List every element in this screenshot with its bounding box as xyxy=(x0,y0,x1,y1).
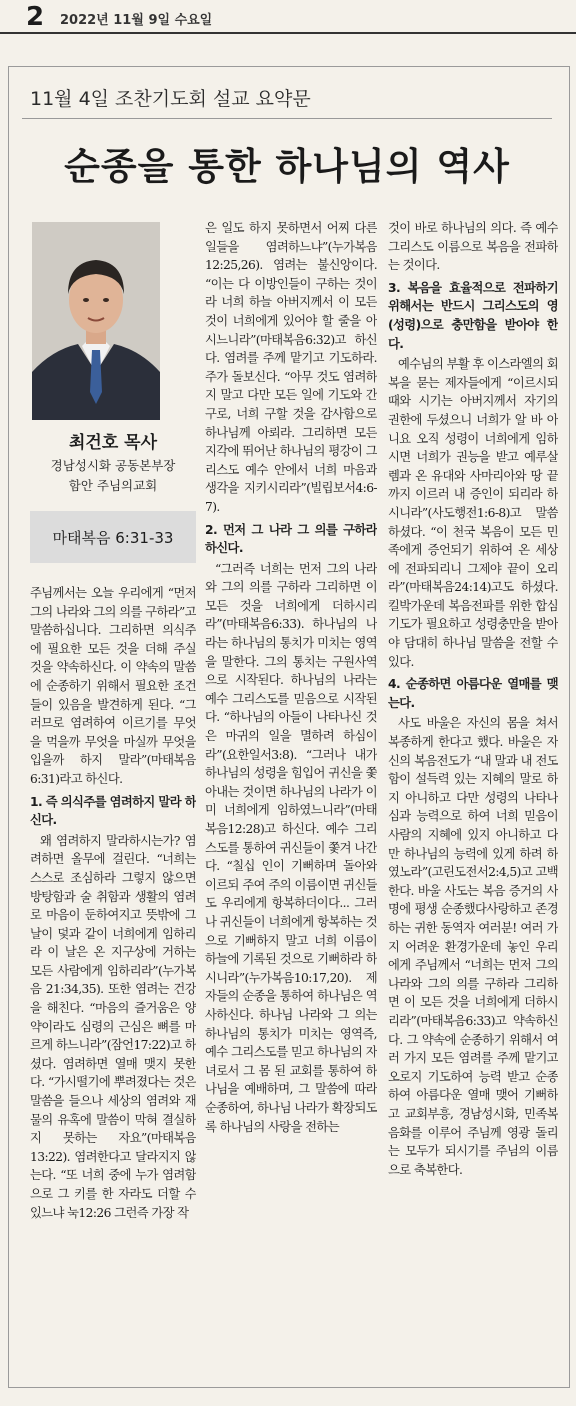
body-paragraph: 은 일도 하지 못하면서 어찌 다른 일들을 염려하느냐”(누가복음 12:25,26). 염려는 불신앙이다. “이는 다 이방인들이 구하는 것이라 너희 하늘 아버지께서 이 모든 것이 너희에게 있어야 할 줄을 아시느니라”(마태복음6:32)고 하신다. 염려를 주께 맡기고 기도하라. 주가 돌보신다. “아무 것도 염려하지 말고 다만 모든 일에 기도와 간구로, 너희 구할 것을 감사함으로 하나님께 아뢰라. 그리하면 모든 지각에 뛰어난 하나님의 평강이 그리스도 예수 안에서 너희 마음과 생각을 지키시리라”(빌립보서4:6-7). xyxy=(205,221,377,514)
section-heading-1: 1. 즉 의식주를 염려하지 말라 하신다. xyxy=(30,794,196,828)
kicker-divider xyxy=(22,118,552,119)
section-heading-3: 3. 복음을 효율적으로 전파하기 위해서는 반드시 그리스도의 영(성령)으로 충만함을 받아야 한다. xyxy=(388,280,558,351)
body-paragraph: “그러즉 너희는 먼저 그의 나라와 그의 의를 구하라 그리하면 이 모든 것을 너희에게 더하시리라”(마태복음6:33). 하나님의 나라는 하나님의 통치가 미치는 영역을 말한다. 그의 통치는 구원사역으로 시작된다. 하나님의 나라는 예수 그리스도를 믿음으로 시작된다. “하나님의 아들이 나타나신 것은 마귀의 일을 멸하려 하심이라”(요한일서3:8). “그러나 내가 하나님의 성령을 힘입어 귀신을 쫓아내는 것이면 하나님의 나라가 이미 너희에게 임하였느니라”(마태복음12:28)고 하신다. 예수 그리스도를 통하여 귀신들이 쫓겨 나간다. “칠십 인이 기뻐하며 돌아와 이르되 주여 주의 이름이면 귀신들도 우리에게 항복하더이다... 그러나 귀신들이 너희에게 항복하는 것으로 기뻐하지 말고 너희 이름이 하늘에 기록된 것으로 기뻐하라 하시니라”(누가복음10:17,20). 제자들의 순종을 통하여 하나님은 역사하신다. 하나님 나라와 그 의는 하나님의 통치가 미치는 영역즉, 예수 그리스도를 믿고 하나님의 자녀로서 그 몸 된 교회를 통하여 하나님을 예배하며, 그 말씀에 따라 순종하여, 하나님 나라가 확장되도록 하나님의 사랑을 전하는 xyxy=(205,561,377,1134)
author-church: 함안 주님의교회 xyxy=(68,478,158,493)
text-column-2 xyxy=(205,219,377,1384)
section-heading-2: 2. 먼저 그 나라 그 의를 구하라 하신다. xyxy=(205,522,377,556)
author-name: 최건호 목사 xyxy=(68,433,158,453)
author-portrait-image xyxy=(32,222,160,420)
text-column-3 xyxy=(388,219,558,1384)
body-paragraph: 예수님의 부활 후 이스라엘의 회복을 묻는 제자들에게 “이르시되 때와 시기는 아버지께서 자기의 권한에 두셨으니 너희가 알 바 아니요 오직 성령이 너희에게 임하시면 너희가 권능을 받고 예루살렘과 온 유대와 사마리아와 땅 끝까지 이르러 내 증인이 되리라 하시니라”(사도행전1:6-8)고 말씀하셨다. “이 천국 복음이 모든 민족에게 증언되기 위하여 온 세상에 전파되리니 그제야 끝이 오리라”(마태복음24:14)고도 하셨다. 킬박가운데 복음전파를 위한 합심기도가 필요하고 성령충만을 받아야 담대히 하나님 말씀을 전할 수 있다. xyxy=(388,357,558,669)
article-kicker: 11월 4일 조찬기도회 설교 요약문 xyxy=(30,88,311,110)
page-header xyxy=(0,0,576,34)
scripture-reference: 마태복음 6:31-33 xyxy=(30,511,196,563)
body-paragraph: 주님께서는 오늘 우리에게 “먼저 그의 나라와 그의 의를 구하라”고 말씀하십니다. 그리하면 의식주에 필요한 모든 것을 더해 주실 것을 약속하신다. 이 약속의 말씀에 순종하기 위해서 필요한 조건들이 있음을 발견하게 된다. “그러므로 염려하여 이르기를 무엇을 먹을까 무엇을 마실까 무엇을 입을까 하지 말라”(마태복음6:31)라고 하신다. xyxy=(30,586,196,786)
body-paragraph: 왜 염려하지 말라하시는가? 염려하면 올무에 걸린다. “너희는 스스로 조심하라 그렇지 않으면 방탕함과 술 취함과 생활의 염려로 마음이 둔하여지고 뜻밖에 그 날이 덫과 같이 너희에게 임하리라 이 날은 온 지구상에 거하는 모든 사람에게 임하리라”(누가복음 21:34,35). 또한 염려는 건강을 해친다. “마음의 즐거움은 양약이라도 심령의 근심은 뼈를 마르게 하느니라”(잠언17:22)고 하셨다. 염려하면 열매 맺지 못한다. “가시떨기에 뿌려졌다는 것은 말씀을 들으나 세상의 염려와 재물의 유혹에 말씀이 막혀 결실하지 못하는 자요”(마태복음13:22). 염려한다고 달라지지 않는다. “또 너희 중에 누가 염려함으로 그 키를 한 자라도 더할 수 있느냐 눅12:26 그런즉 가장 작 xyxy=(30,833,196,1220)
body-paragraph: 것이 바로 하나님의 의다. 즉 예수 그리스도 이름으로 복음을 전파하는 것이다. xyxy=(388,221,558,273)
page-number: 2 xyxy=(26,2,45,32)
author-photo xyxy=(32,222,160,420)
publication-date: 2022년 11월 9일 수요일 xyxy=(60,13,213,28)
text-column-1 xyxy=(30,584,196,1384)
body-paragraph: 사도 바울은 자신의 몸을 쳐서 복종하게 한다고 했다. 바울은 자신의 복음전도가 “내 말과 내 전도함이 설득력 있는 지혜의 말로 하지 아니하고 다만 성령의 나타나심과 능력으로 하여 너희 믿음이 사람의 지혜에 있지 아니하고 다만 하나님의 능력에 있게 하려 하였노라”(고린도전서2:4,5)고 고백한다. 바울 사도는 복음 증거의 사명에 평생 순종했다사랑하고 존경하는 귀한 동역자 여러분! 여러 가지 어려운 환경가운데 놓인 우리에게 주님께서 “너희는 먼저 그의 나라와 그의 의를 구하라 그리하면 이 모든 것을 너희에게 더하시리라”(마태복음6:33)고 약속하신다. 그 약속에 순종하기 위해서 여러 가지 모든 염려를 주께 맡기고 오로지 기도하여 능력 받고 순종하여 아름다운 열매 맺어 기뻐하고 교회부흥, 경남성시화, 민족복음화를 이루어 주님께 영광 돌리는 모두가 되시기를 주님의 이름으로 축복한다. xyxy=(388,716,558,1177)
author-title: 경남성시화 공동본부장 xyxy=(50,458,176,473)
section-heading-4: 4. 순종하면 아름다운 열매를 맺는다. xyxy=(388,677,558,710)
article-headline: 순종을 통한 하나님의 역사 xyxy=(64,145,510,188)
